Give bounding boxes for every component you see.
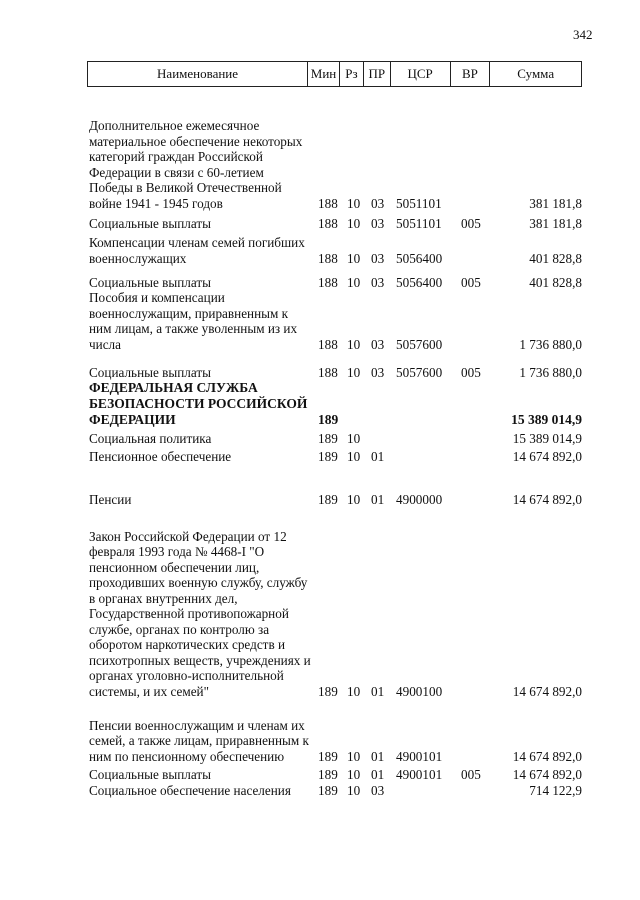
- row-min: 188: [318, 250, 338, 266]
- table-row: [0, 290, 640, 352]
- row-sum: 14 674 892,0: [512, 748, 582, 764]
- row-min: 188: [318, 336, 338, 352]
- row-name: Социальное обеспечение населения: [89, 782, 291, 798]
- row-sum: 401 828,8: [529, 274, 582, 290]
- row-vr: 005: [461, 274, 481, 290]
- row-name: Социальные выплаты: [89, 215, 211, 231]
- row-pr: 03: [371, 274, 385, 290]
- row-pr: 01: [371, 491, 385, 507]
- row-name: Дополнительное ежемесячное материальное обеспечение некоторых категорий граждан Российской Федерации в связи с 60-летием Победы в Великой Отечественной войне 1941 - 1945 годов: [89, 118, 303, 211]
- row-csr: 5056400: [396, 274, 443, 290]
- row-name: Пособия и компенсации военнослужащим, приравненным к ним лицам, а также уволенным из их числа: [89, 290, 298, 352]
- row-pr: 03: [371, 364, 385, 380]
- row-min: 189: [318, 412, 339, 427]
- row-csr: 5051101: [396, 215, 442, 231]
- row-rz: 10: [347, 195, 361, 211]
- row-csr: 5056400: [396, 250, 443, 266]
- row-min: 189: [318, 766, 338, 782]
- row-pr: 03: [371, 250, 385, 266]
- row-rz: 10: [347, 782, 361, 798]
- header-csr: ЦСР: [391, 62, 451, 86]
- row-csr: 4900100: [396, 683, 443, 699]
- page-number: 342: [573, 27, 593, 42]
- row-rz: 10: [347, 364, 361, 380]
- header-vr: ВР: [451, 62, 491, 86]
- row-rz: 10: [347, 683, 361, 699]
- table-row: [0, 215, 640, 231]
- row-min: 189: [318, 748, 338, 764]
- row-name: Социальные выплаты: [89, 274, 211, 290]
- table-row: [0, 507, 640, 699]
- table-row: [0, 364, 640, 380]
- row-sum: 381 181,8: [529, 215, 582, 231]
- header-pr: ПР: [364, 62, 391, 86]
- row-rz: 10: [347, 748, 361, 764]
- row-min: 189: [318, 430, 338, 446]
- row-sum: 714 122,9: [529, 782, 582, 798]
- table-row: [0, 782, 640, 798]
- row-sum: 401 828,8: [529, 250, 582, 266]
- row-sum: 14 674 892,0: [512, 766, 582, 782]
- table-body: [0, 95, 640, 798]
- row-name: Социальная политика: [89, 430, 212, 446]
- table-row: [0, 766, 640, 782]
- row-sum: 381 181,8: [529, 195, 582, 211]
- row-min: 188: [318, 364, 338, 380]
- row-name: Пенсионное обеспечение: [89, 448, 232, 464]
- row-min: 189: [318, 491, 338, 507]
- table-row: [0, 448, 640, 464]
- row-sum: 15 389 014,9: [511, 412, 582, 427]
- row-min: 189: [318, 448, 338, 464]
- table-row: [0, 95, 640, 211]
- row-min: 188: [318, 215, 338, 231]
- row-csr: 5051101: [396, 195, 442, 211]
- row-rz: 10: [347, 336, 361, 352]
- row-pr: 03: [371, 336, 385, 352]
- row-name: Социальные выплаты: [89, 364, 211, 380]
- table-row: [0, 701, 640, 764]
- row-name: ФЕДЕРАЛЬНАЯ СЛУЖБА БЕЗОПАСНОСТИ РОССИЙСКОЙ ФЕДЕРАЦИИ: [89, 380, 308, 427]
- row-pr: 03: [371, 782, 385, 798]
- row-vr: 005: [461, 215, 481, 231]
- header-name: Наименование: [88, 62, 308, 86]
- row-pr: 03: [371, 195, 385, 211]
- row-min: 189: [318, 782, 338, 798]
- row-vr: 005: [461, 364, 481, 380]
- header-rz: Рз: [340, 62, 364, 86]
- row-name: Компенсации членам семей погибших военнослужащих: [89, 235, 305, 266]
- row-csr: 4900101: [396, 748, 443, 764]
- row-pr: 01: [371, 748, 385, 764]
- row-rz: 10: [347, 274, 361, 290]
- row-csr: 4900101: [396, 766, 443, 782]
- row-rz: 10: [347, 430, 361, 446]
- row-min: 188: [318, 274, 338, 290]
- row-rz: 10: [347, 448, 361, 464]
- row-min: 188: [318, 195, 338, 211]
- row-name: Социальные выплаты: [89, 766, 211, 782]
- table-row: [0, 380, 640, 428]
- table-row: [0, 430, 640, 446]
- row-pr: 03: [371, 215, 385, 231]
- row-sum: 15 389 014,9: [512, 430, 582, 446]
- table-row: [0, 491, 640, 507]
- row-sum: 14 674 892,0: [512, 448, 582, 464]
- row-pr: 01: [371, 448, 385, 464]
- table-row: [0, 235, 640, 266]
- row-vr: 005: [461, 766, 481, 782]
- row-sum: 14 674 892,0: [512, 491, 582, 507]
- row-rz: 10: [347, 491, 361, 507]
- row-sum: 1 736 880,0: [519, 364, 582, 380]
- row-name: Пенсии военнослужащим и членам их семей, а также лицам, приравненным к ним по пенсионному обеспечению: [89, 717, 309, 764]
- row-name: Закон Российской Федерации от 12 февраля 1993 года № 4468-I "О пенсионном обеспечении лиц, проходивших военную службу, службу в органах внутренних дел, Государственной противопожарной службе, органах по контролю за оборотом наркотических средств и психотропных веществ, учреждениях и органах уголовно-исполнительной системы, и их семей": [89, 528, 311, 699]
- row-rz: 10: [347, 250, 361, 266]
- row-csr: 5057600: [396, 336, 443, 352]
- row-csr: 4900000: [396, 491, 443, 507]
- row-rz: 10: [347, 215, 361, 231]
- row-rz: 10: [347, 766, 361, 782]
- table-row: [0, 274, 640, 290]
- header-sum: Сумма: [517, 66, 555, 81]
- row-pr: 01: [371, 766, 385, 782]
- row-csr: 5057600: [396, 364, 443, 380]
- header-min: Мин: [308, 62, 340, 86]
- table-header: [87, 61, 582, 87]
- row-sum: 1 736 880,0: [519, 336, 582, 352]
- row-name: Пенсии: [89, 491, 132, 507]
- row-min: 189: [318, 683, 338, 699]
- row-sum: 14 674 892,0: [512, 683, 582, 699]
- row-pr: 01: [371, 683, 385, 699]
